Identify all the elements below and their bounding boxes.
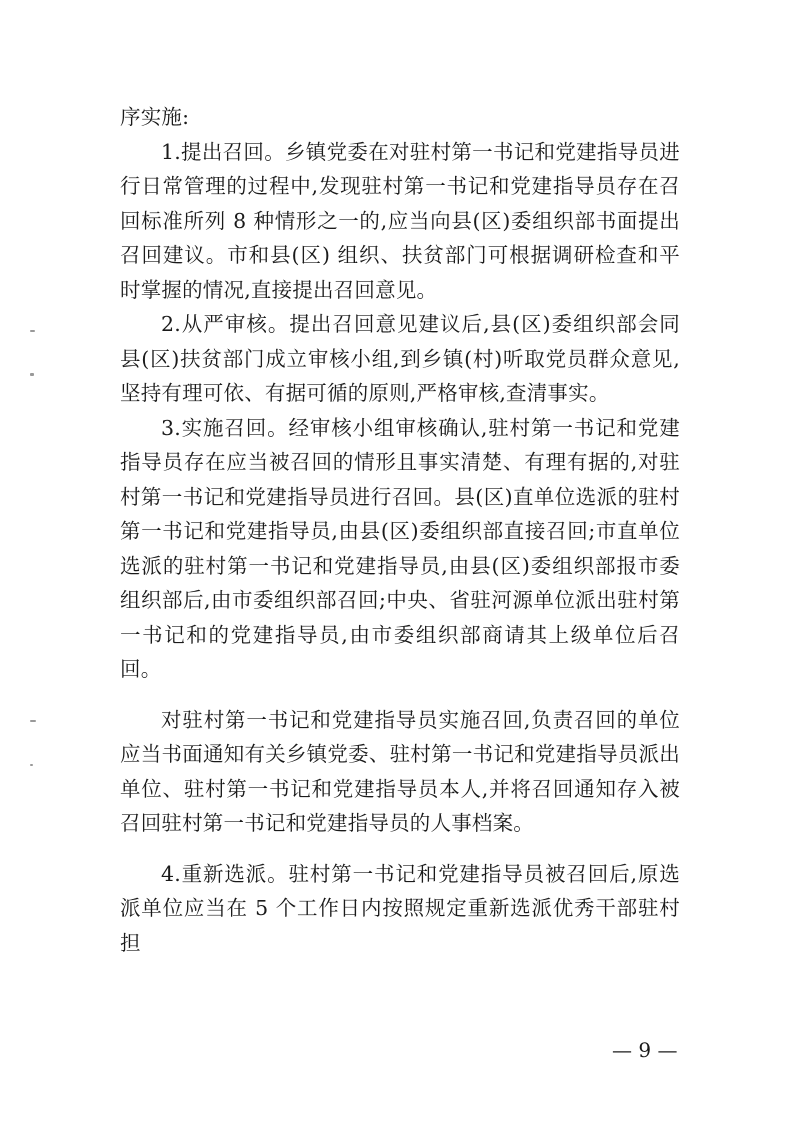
- paragraph-step-1-propose-recall: 1.提出召回。乡镇党委在对驻村第一书记和党建指导员进行日常管理的过程中,发现驻村第一书记和党建指导员存在召回标准所列 8 种情形之一的,应当向县(区)委组织部书面提出召回建议。市和县(区) 组织、扶贫部门可根据调研检查和平时掌握的情况,直接提出召回意见。: [120, 139, 680, 302]
- paragraph-step-2-strict-review: 2.从严审核。提出召回意见建议后,县(区)委组织部会同县(区)扶贫部门成立审核小组,到乡镇(村)听取党员群众意见,坚持有理可依、有据可循的原则,严格审核,查清事实。: [120, 312, 680, 405]
- scan-margin-mark: [30, 764, 33, 766]
- paragraph-step-4-reselect: 4.重新选派。驻村第一书记和党建指导员被召回后,原选派单位应当在 5 个工作日内按照规定重新选派优秀干部驻村担: [120, 861, 680, 955]
- scan-margin-mark: [30, 330, 35, 332]
- document-body: [120, 100, 680, 960]
- paragraph-recall-notification: 对驻村第一书记和党建指导员实施召回,负责召回的单位应当书面通知有关乡镇党委、驻村第一书记和党建指导员派出单位、驻村第一书记和党建指导员本人,并将召回通知存入被召回驻村第一书记和党建指导员的人事档案。: [120, 707, 680, 835]
- page-number: — 9 —: [612, 1038, 678, 1062]
- scan-margin-mark: [30, 373, 34, 376]
- paragraph-step-3-implement-recall: 3.实施召回。经审核小组审核确认,驻村第一书记和党建指导员存在应当被召回的情形且事实清楚、有理有据的,对驻村第一书记和党建指导员进行召回。县(区)直单位选派的驻村第一书记和党建指导员,由县(区)委组织部直接召回;市直单位选派的驻村第一书记和党建指导员,由县(区)委组织部报市委组织部后,由市委组织部召回;中央、省驻河源单位派出驻村第一书记和的党建指导员,由市委组织部商请其上级单位后召回。: [120, 415, 680, 681]
- paragraph-continuation: 序实施:: [120, 105, 190, 129]
- scan-margin-mark: [30, 720, 36, 722]
